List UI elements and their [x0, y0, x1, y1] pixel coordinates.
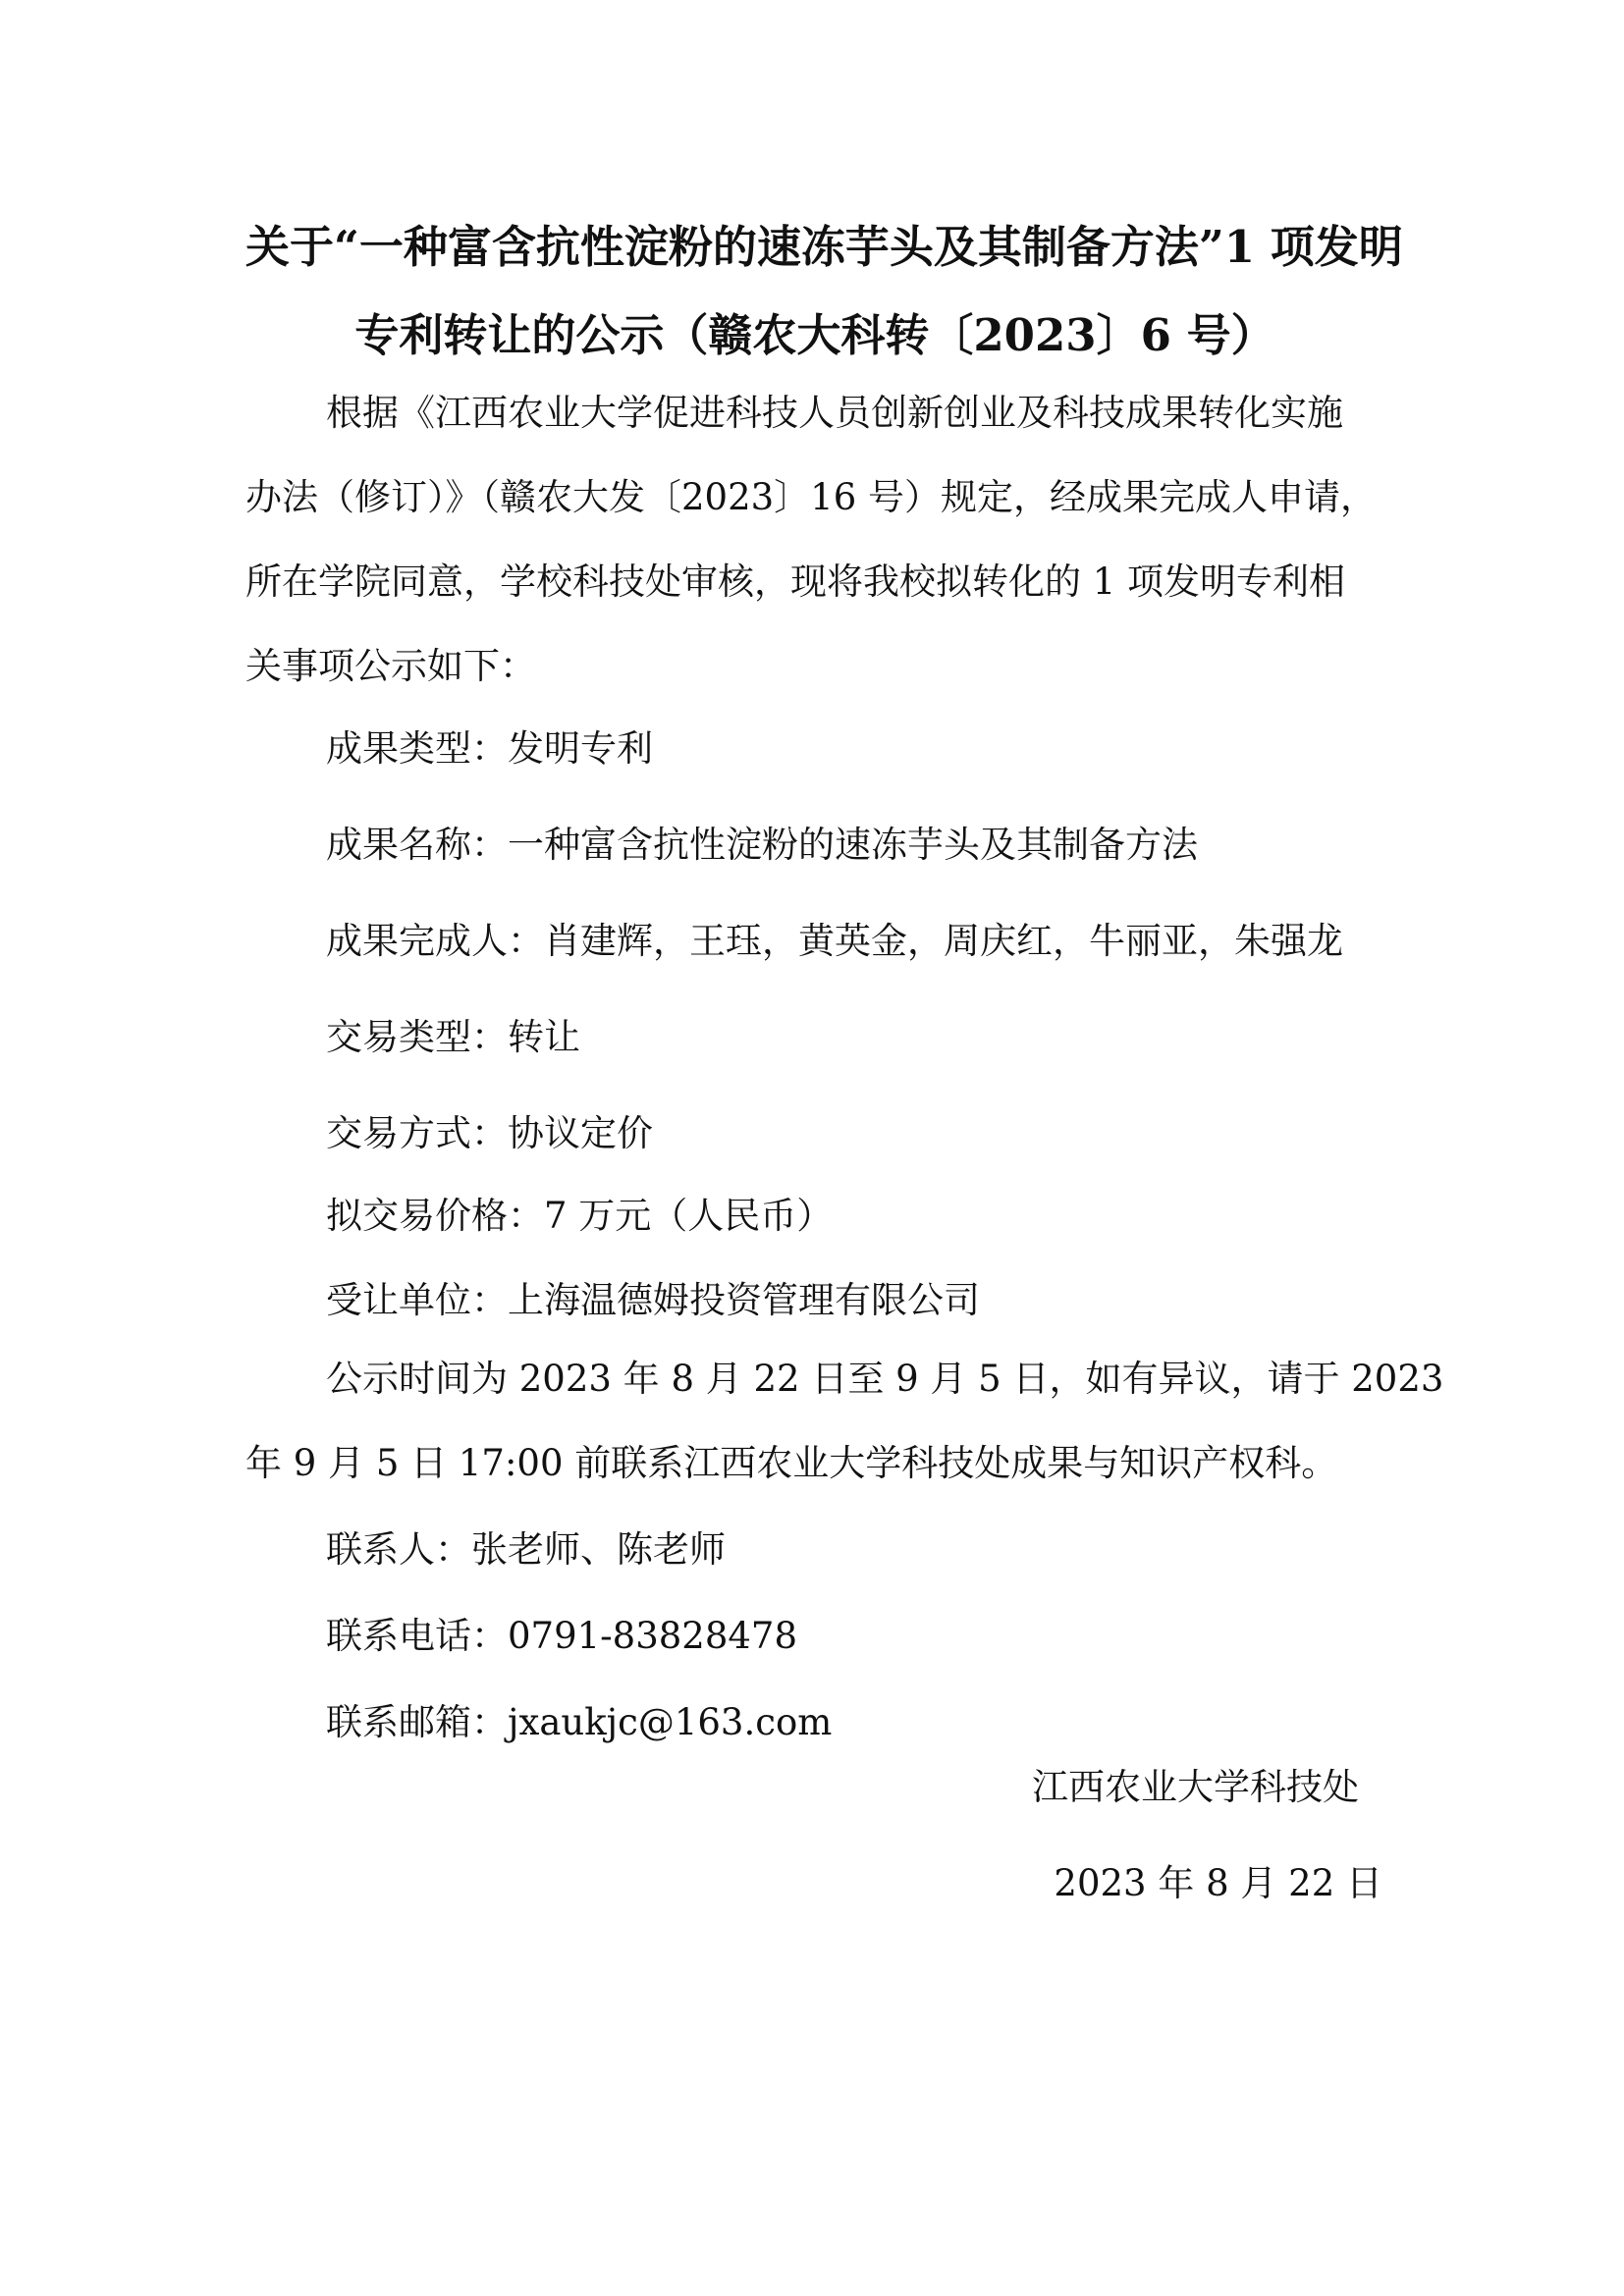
intro-line: 根据《江西农业大学促进科技人员创新创业及科技成果转化实施 [326, 392, 1343, 434]
result-name-field: 成果名称：一种富含抗性淀粉的速冻芋头及其制备方法 [326, 824, 1198, 866]
trade-type-field: 交易类型：转让 [326, 1016, 580, 1058]
signature-date: 2023 年 8 月 22 日 [1054, 1862, 1382, 1904]
intro-paragraph [245, 371, 1384, 709]
document-title-line-1: 关于“一种富含抗性淀粉的速冻芋头及其制备方法”1 项发明 [245, 221, 1403, 273]
contact-phone: 联系电话：0791-83828478 [326, 1615, 797, 1657]
trade-method-field: 交易方式：协议定价 [326, 1112, 653, 1154]
notice-line: 公示时间为 2023 年 8 月 22 日至 9 月 5 日，如有异议，请于 2023 [326, 1358, 1444, 1400]
result-type-field: 成果类型：发明专利 [326, 727, 653, 770]
proposed-price-field: 拟交易价格：7 万元（人民币） [326, 1195, 834, 1237]
notice-paragraph [245, 1337, 1444, 1506]
intro-line: 办法（修订）》（赣农大发〔2023〕16 号）规定，经成果完成人申请， [245, 476, 1378, 518]
signature-organization: 江西农业大学科技处 [1032, 1766, 1359, 1808]
transferee-field: 受让单位：上海温德姆投资管理有限公司 [326, 1279, 980, 1321]
intro-line: 所在学院同意，学校科技处审核，现将我校拟转化的 1 项发明专利相 [245, 561, 1346, 603]
notice-line: 年 9 月 5 日 17:00 前联系江西农业大学科技处成果与知识产权科。 [245, 1442, 1338, 1484]
contact-email: 联系邮箱：jxaukjc@163.com [326, 1701, 833, 1743]
completers-field: 成果完成人：肖建辉，王珏，黄英金，周庆红，牛丽亚，朱强龙 [326, 920, 1343, 962]
intro-line: 关事项公示如下： [245, 645, 536, 687]
document-title-line-2: 专利转让的公示（赣农大科转〔2023〕6 号） [354, 309, 1275, 361]
contact-person: 联系人：张老师、陈老师 [326, 1528, 726, 1571]
